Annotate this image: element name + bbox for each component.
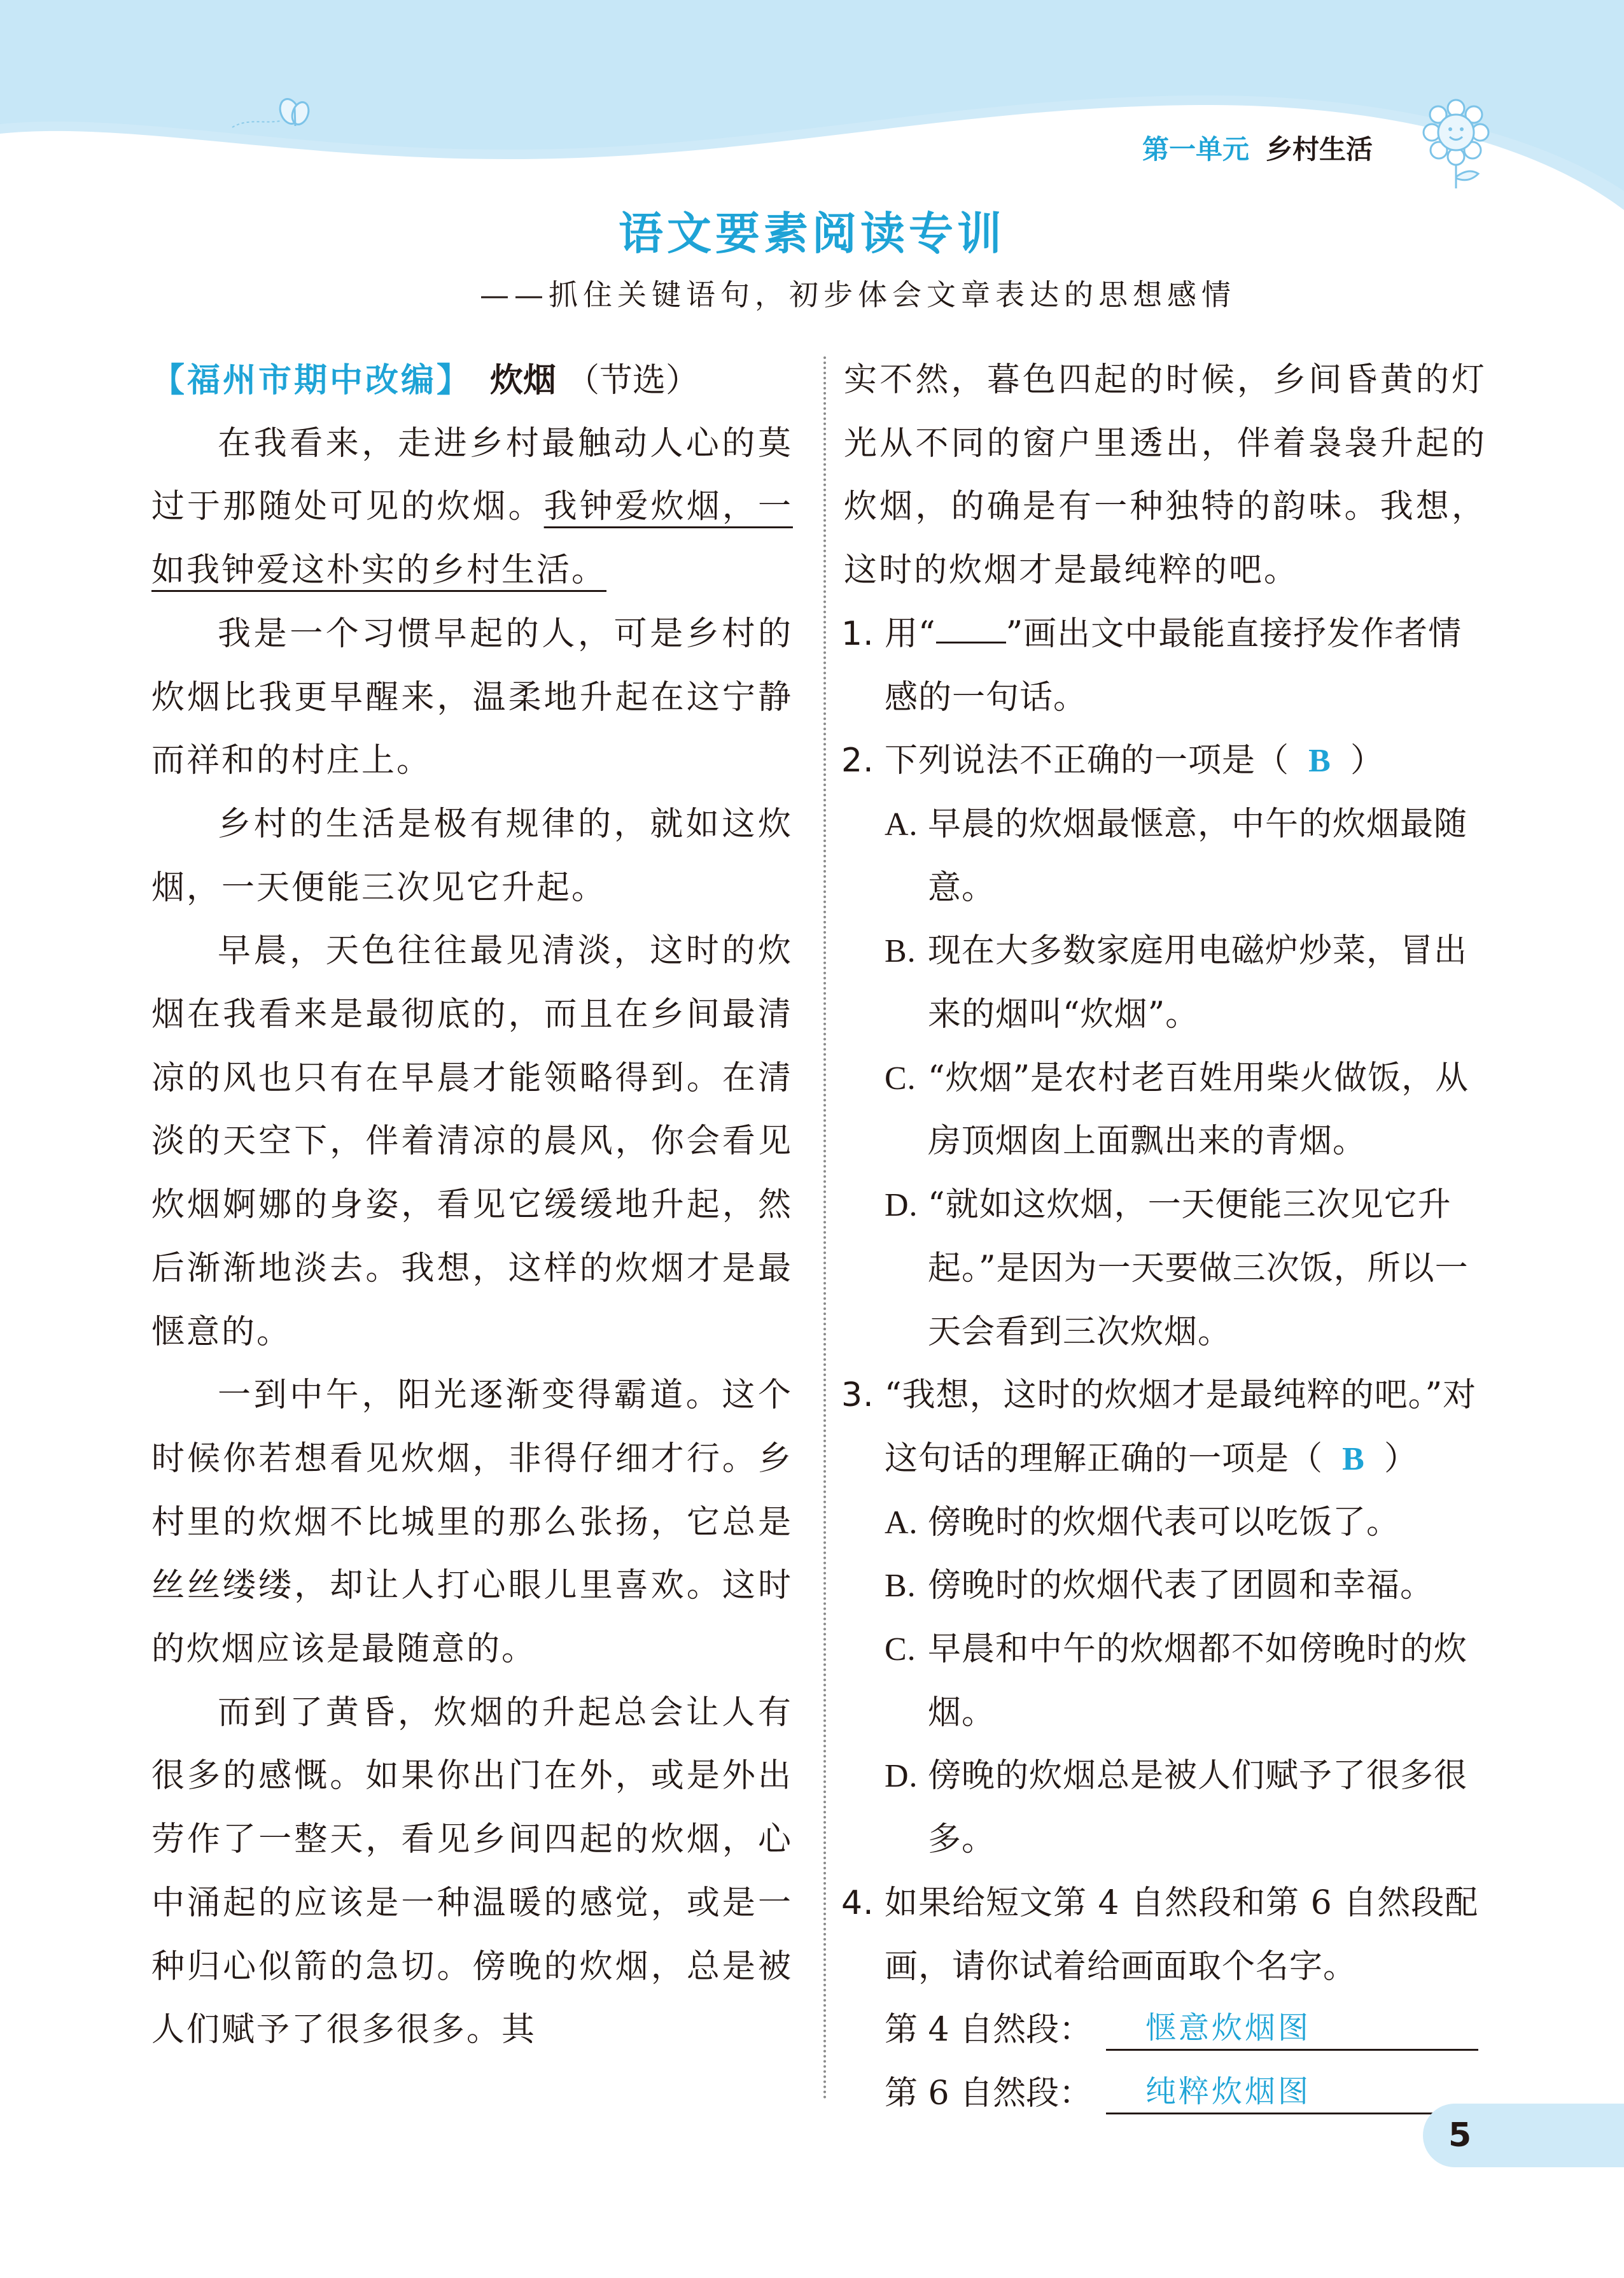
column-divider [823,356,826,2100]
option-letter: D. [885,1187,918,1224]
option-text: 早晨的炊烟最惬意，中午的炊烟最随意。 [928,805,1468,907]
source-label: 【福州市期中改编】 [151,361,473,400]
paragraph-text: 在我看来，走进乡村最触动人心的莫过于那随处可见的炊烟。 [151,424,793,526]
option-letter: D. [885,1758,918,1795]
passage-paragraph-4: 早晨，天色往往最见清淡，这时的炊烟在我看来是最彻底的，而且在乡间最清凉的风也只有在早晨才能领略得到。在清淡的天空下，伴着清凉的晨风，你会看见炊烟婀娜的身姿，看见它缓缓地升起，然后渐渐地淡去。我想，这样的炊烟才是最惬意的。 [151,932,793,1351]
unit-number: 第一单元 [1142,134,1250,165]
question-number: 1. [841,614,874,653]
fill-label: 第 6 自然段： [885,2074,1093,2113]
fill-label: 第 4 自然段： [885,2011,1093,2049]
article-title: 炊烟 [490,362,557,400]
option-text: 傍晚时的炊烟代表可以吃饭了。 [928,1503,1401,1542]
question-number: 2. [841,742,874,780]
question-text: ”画出文中最能直接抒发作者情感的一句话。 [885,614,1462,717]
answer-choice: B [1308,743,1331,780]
option-text: “炊烟”是农村老百姓用柴火做饭，从房顶烟囱上面飘出来的青烟。 [928,1058,1469,1161]
answer-choice: B [1342,1440,1365,1477]
option-d [844,1174,1487,1364]
question-4 [841,1872,1487,1999]
page-number: 5 [1448,2116,1472,2155]
sunflower-icon [1418,94,1501,190]
passage-paragraph-2: 我是一个习惯早起的人，可是乡村的炊烟比我更早醒来，温柔地升起在这宁静而祥和的村庄上。 [151,614,793,780]
option-letter: A. [885,806,918,843]
option-letter: C. [885,1060,916,1097]
question-1 [841,603,1487,729]
option-text: 傍晚时的炊烟代表了团圆和幸福。 [928,1566,1434,1605]
option-c [844,1047,1487,1174]
option-letter: A. [885,1504,918,1541]
option-text: 早晨和中午的炊烟都不如傍晚时的炊烟。 [928,1630,1468,1732]
option-b [844,1554,1487,1618]
fill-row-paragraph-4 [844,1999,1487,2062]
option-a [844,793,1487,920]
question-text: 用“ [885,614,936,653]
answer-field[interactable]: 纯粹炊烟图 [1106,2069,1478,2114]
question-2 [841,729,1487,793]
option-b [844,920,1487,1046]
option-letter: C. [885,1631,916,1668]
question-3 [841,1364,1487,1491]
source-line [151,349,793,412]
option-letter: B. [885,933,916,970]
option-a [844,1491,1487,1555]
page-title: 语文要素阅读专训 [619,207,1005,260]
option-text: 傍晚的炊烟总是被人们赋予了很多很多。 [928,1757,1468,1859]
passage-paragraph-1 [151,412,793,603]
question-number: 3. [841,1376,874,1415]
question-text: “我想，这时的炊烟才是最纯粹的吧。”对这句话的理解正确的一项是（ [885,1376,1477,1478]
question-text: 下列说法不正确的一项是（ [885,742,1290,780]
question-text: 如果给短文第 4 自然段和第 6 自然段配画，请你试着给画面取个名字。 [885,1883,1479,1986]
answer-field[interactable]: 惬意炊烟图 [1106,2005,1478,2051]
page-subtitle: ——抓住关键语句，初步体会文章表达的思想感情 [480,278,1236,312]
questions-column [841,349,1487,2126]
fill-row-paragraph-6 [844,2062,1487,2126]
page-number-tab [1423,2104,1624,2167]
option-text: 现在大多数家庭用电磁炉炒菜，冒出来的烟叫“炊烟”。 [928,932,1468,1034]
option-letter: B. [885,1568,916,1605]
passage-paragraph-5: 一到中午，阳光逐渐变得霸道。这个时候你若想看见炊烟，非得仔细才行。乡村里的炊烟不比城里的那么张扬，它总是丝丝缕缕，却让人打心眼儿里喜欢。这时的炊烟应该是最随意的。 [151,1376,793,1669]
passage-paragraph-3: 乡村的生活是极有规律的，就如这炊烟，一天便能三次见它升起。 [151,805,793,907]
option-c [844,1618,1487,1745]
option-text: “就如这炊烟，一天便能三次见它升起。”是因为一天要做三次饭，所以一天会看到三次炊烟。 [928,1186,1469,1351]
underline-sample [936,616,1006,643]
unit-label [1142,127,1373,172]
excerpt-note: （节选） [566,362,699,400]
option-d [844,1745,1487,1871]
question-number: 4. [841,1883,874,1922]
passage-column [151,349,793,2062]
unit-topic: 乡村生活 [1266,134,1373,165]
butterfly-icon [229,89,318,140]
question-text: ） [1350,742,1385,780]
underlined-sentence: 我钟爱炊烟，一如我钟爱这朴实的乡村生活。 [151,488,793,590]
question-text: ） [1384,1439,1418,1478]
passage-continuation: 实不然，暮色四起的时候，乡间昏黄的灯光从不同的窗户里透出，伴着袅袅升起的炊烟，的确是有一种独特的韵味。我想，这时的炊烟才是最纯粹的吧。 [844,361,1487,590]
passage-paragraph-6: 而到了黄昏，炊烟的升起总会让人有很多的感慨。如果你出门在外，或是外出劳作了一整天，看见乡间四起的炊烟，心中涌起的应该是一种温暖的感觉，或是一种归心似箭的急切。傍晚的炊烟，总是被人们赋予了很多很多。其 [151,1693,793,2049]
